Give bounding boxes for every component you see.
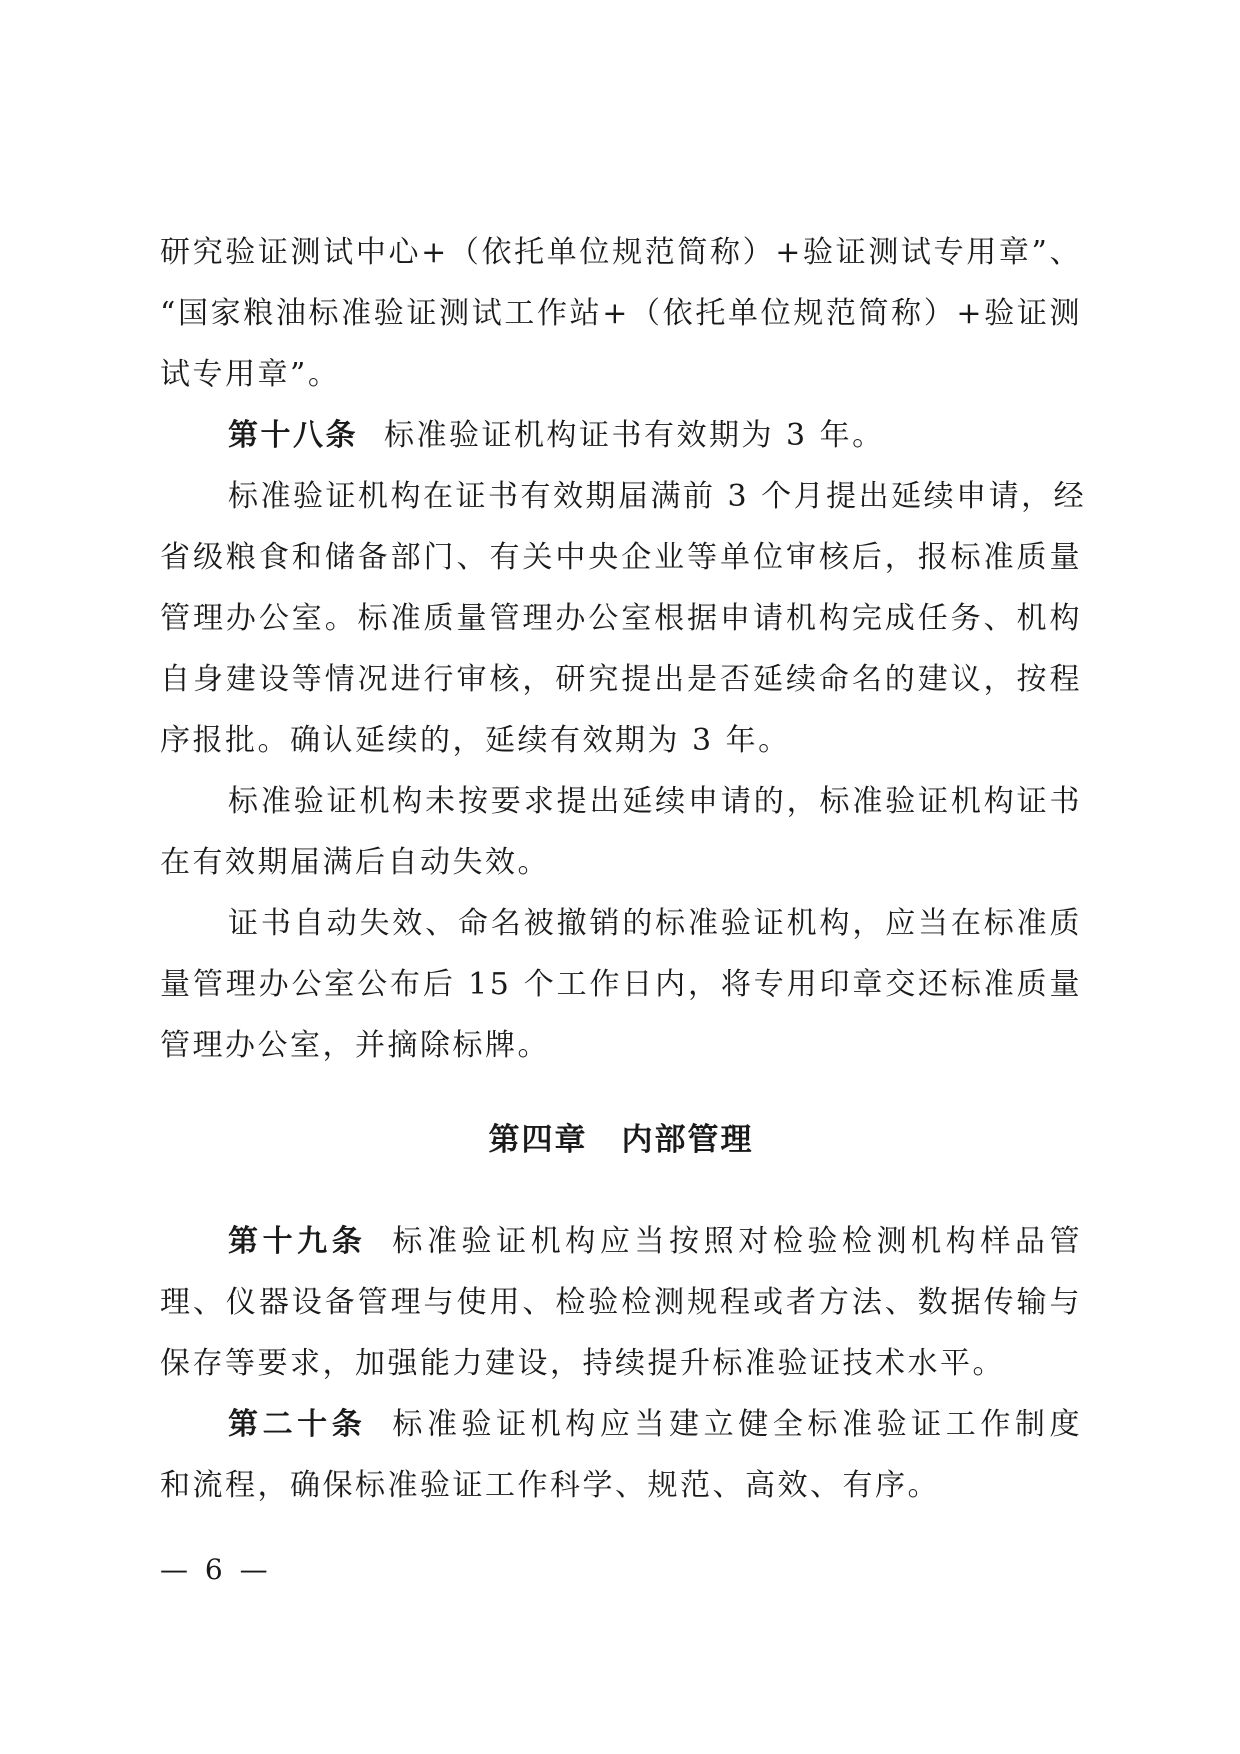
text-line: 保存等要求，加强能力建设，持续提升标准验证技术水平。: [160, 1346, 1005, 1381]
text-line: 序报批。确认延续的，延续有效期为 3 年。: [160, 723, 791, 758]
text-line: 标准验证机构未按要求提出延续申请的，标准验证机构证书: [228, 784, 1082, 819]
article-20-heading-line: [160, 1394, 1082, 1455]
article-number: 第十九条: [228, 1224, 367, 1259]
text-line: 和流程，确保标准验证工作科学、规范、高效、有序。: [160, 1468, 940, 1503]
text-line: 管理办公室，并摘除标牌。: [160, 1028, 550, 1063]
text-line: 省级粮食和储备部门、有关中央企业等单位审核后，报标准质量: [160, 540, 1082, 575]
text-line: 证书自动失效、命名被撤销的标准验证机构，应当在标准质: [228, 906, 1082, 941]
article-text: 标准验证机构证书有效期为 3 年。: [384, 418, 885, 453]
article-text: 标准验证机构应当按照对检验检测机构样品管: [392, 1224, 1083, 1259]
article-number: 第十八条: [228, 418, 358, 453]
article-19: [160, 1211, 1082, 1394]
text-line: 试专用章”。: [160, 357, 341, 392]
text-line: 量管理办公室公布后 15 个工作日内，将专用印章交还标准质量: [160, 967, 1082, 1002]
article-18: [160, 405, 1087, 1076]
text-line: 理、仪器设备管理与使用、检验检测规程或者方法、数据传输与: [160, 1285, 1082, 1320]
text-line: 自身建设等情况进行审核，研究提出是否延续命名的建议，按程: [160, 662, 1082, 697]
article-20: [160, 1394, 1082, 1516]
page-number: — 6 —: [160, 1553, 272, 1586]
text-line: 在有效期届满后自动失效。: [160, 845, 550, 880]
chapter-heading: [160, 1110, 1082, 1171]
text-line: “国家粮油标准验证测试工作站+（依托单位规范简称）+验证测: [160, 296, 1082, 331]
article-number: 第二十条: [228, 1407, 367, 1442]
chapter-title: 内部管理: [621, 1122, 754, 1158]
article-18-heading-line: [160, 405, 1082, 466]
document-body: [160, 222, 1087, 1516]
article-text: 标准验证机构应当建立健全标准验证工作制度: [392, 1407, 1083, 1442]
text-line: 研究验证测试中心+（依托单位规范简称）+验证测试专用章”、: [160, 235, 1082, 270]
carryover-paragraph: [160, 222, 1082, 405]
chapter-number: 第四章: [488, 1122, 588, 1158]
text-line: 标准验证机构在证书有效期届满前 3 个月提出延续申请，经: [228, 479, 1087, 514]
article-19-heading-line: [160, 1211, 1082, 1272]
text-line: 管理办公室。标准质量管理办公室根据申请机构完成任务、机构: [160, 601, 1082, 636]
